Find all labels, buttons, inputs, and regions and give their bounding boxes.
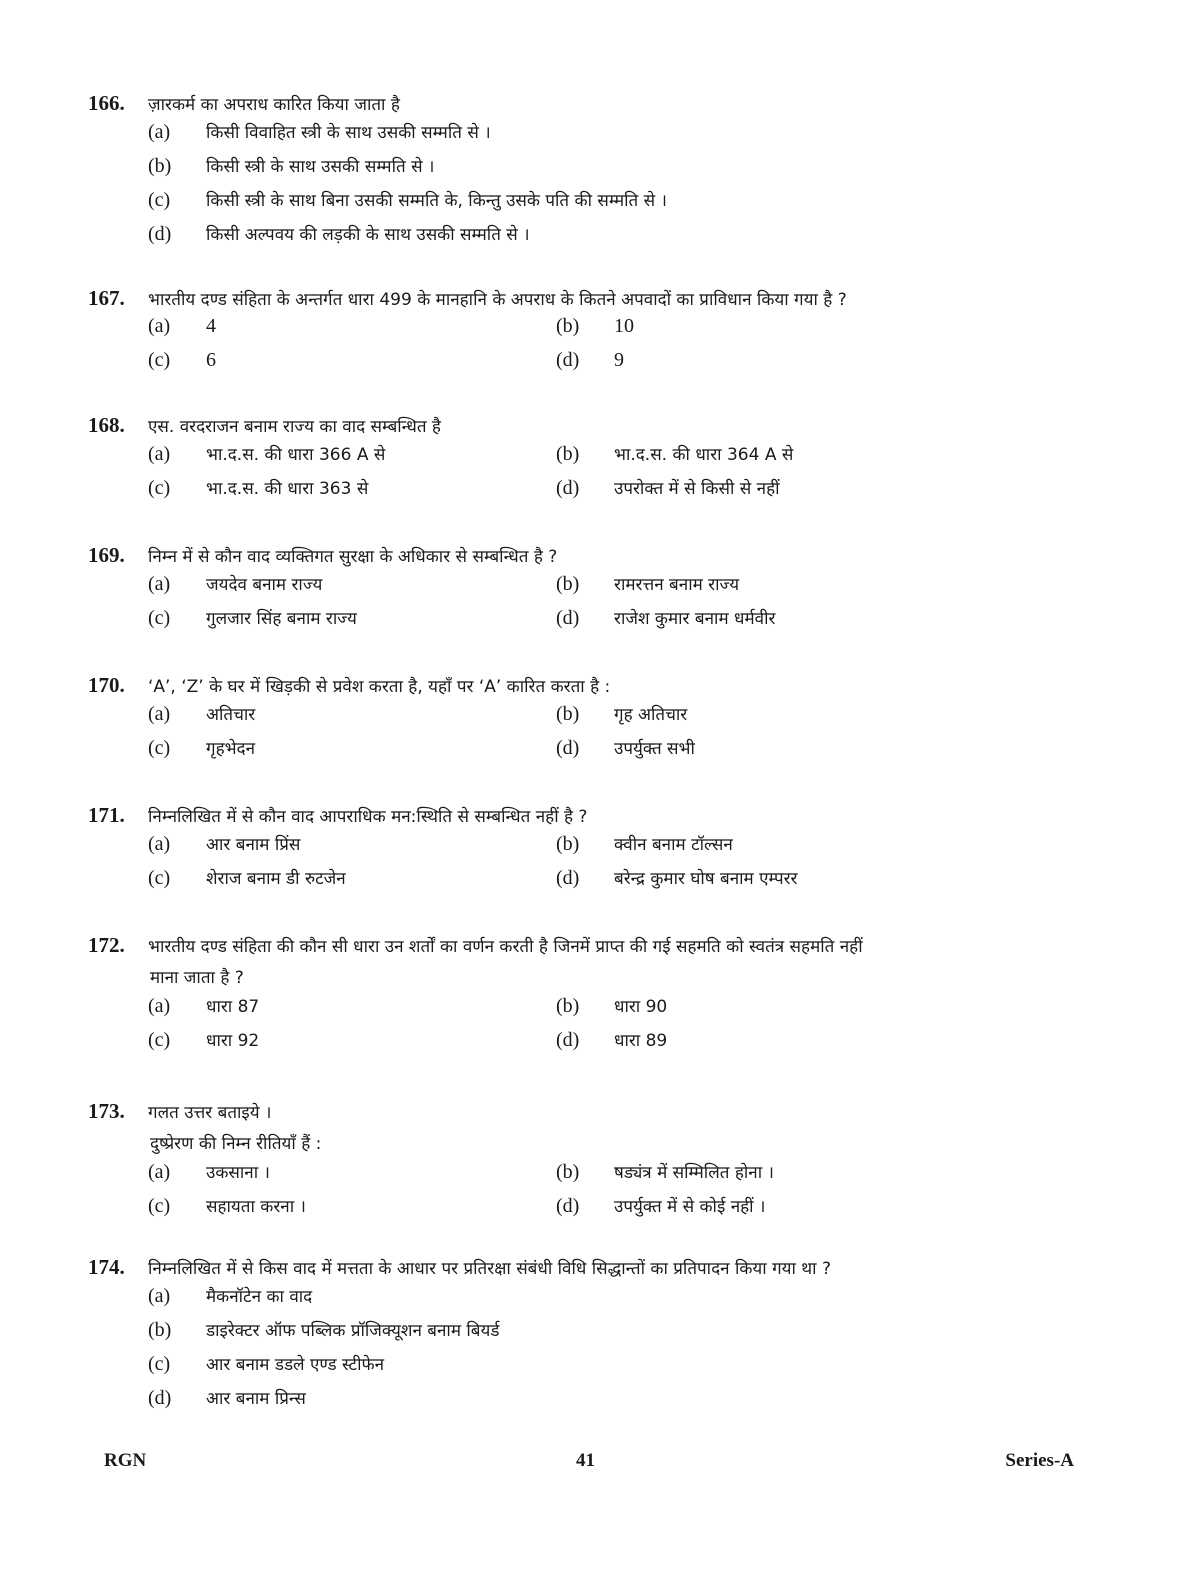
option-b: (b) रामरत्तन बनाम राज्य	[556, 573, 740, 595]
option-d: (d) किसी अल्पवय की लड़की के साथ उसकी सम्मति से ।	[148, 223, 530, 245]
question-168	[88, 410, 1088, 510]
option-c: (c) सहायता करना ।	[148, 1195, 306, 1217]
question-number: 170.	[88, 673, 125, 697]
option-a: (a) अतिचार	[148, 703, 256, 725]
options-grid	[88, 442, 1088, 510]
option-a: (a) 4	[148, 315, 216, 337]
question-number: 172.	[88, 933, 125, 957]
options-grid	[88, 315, 1088, 383]
option-b: (b) 10	[556, 315, 634, 337]
page-footer	[104, 1450, 1074, 1480]
option-c: (c) किसी स्त्री के साथ बिना उसकी सम्मति के, किन्तु उसके पति की सम्मति से ।	[148, 189, 667, 211]
question-170	[88, 670, 1088, 770]
option-c: (c) भा.द.स. की धारा 363 से	[148, 477, 369, 499]
question-167	[88, 283, 1088, 383]
series-label: Series-A	[1005, 1450, 1074, 1471]
question-text-continued: माना जाता है ?	[150, 968, 244, 988]
option-b: (b) भा.द.स. की धारा 364 A से	[556, 443, 794, 465]
option-d: (d) राजेश कुमार बनाम धर्मवीर	[556, 607, 776, 629]
option-b: (b) क्वीन बनाम टॉल्सन	[556, 833, 733, 855]
option-a: (a) धारा 87	[148, 995, 260, 1017]
question-text: गलत उत्तर बताइये ।	[148, 1103, 272, 1123]
option-d: (d) धारा 89	[556, 1029, 668, 1051]
options-grid	[88, 572, 1088, 640]
option-d: (d) 9	[556, 349, 624, 371]
question-text: ज़ारकर्म का अपराध कारित किया जाता है	[148, 95, 400, 115]
question-text: निम्नलिखित में से कौन वाद आपराधिक मन:स्थिति से सम्बन्धित नहीं है ?	[148, 807, 588, 827]
option-c: (c) 6	[148, 349, 216, 371]
footer-code: RGN	[104, 1450, 147, 1471]
options-grid	[88, 702, 1088, 770]
question-number: 166.	[88, 91, 125, 115]
option-b: (b) किसी स्त्री के साथ उसकी सम्मति से ।	[148, 155, 435, 177]
option-d: (d) उपर्युक्त में से कोई नहीं ।	[556, 1195, 766, 1217]
question-number: 174.	[88, 1255, 125, 1279]
option-c: (c) गुलजार सिंह बनाम राज्य	[148, 607, 357, 629]
question-169	[88, 540, 1088, 640]
question-text: भारतीय दण्ड संहिता की कौन सी धारा उन शर्तों का वर्णन करती है जिनमें प्राप्त की गई सहमति को स्वतंत्र सहमति नहीं	[148, 937, 863, 957]
option-b: (b) डाइरेक्टर ऑफ पब्लिक प्रॉजिक्यूशन बनाम बियर्ड	[148, 1319, 500, 1341]
option-b: (b) गृह अतिचार	[556, 703, 688, 725]
question-number: 168.	[88, 413, 125, 437]
option-a: (a) जयदेव बनाम राज्य	[148, 573, 323, 595]
option-b: (b) षड्यंत्र में सम्मिलित होना ।	[556, 1161, 774, 1183]
question-text-continued: दुष्प्रेरण की निम्न रीतियाँ हैं :	[150, 1134, 322, 1154]
question-173	[88, 1096, 1088, 1228]
question-166	[88, 88, 1088, 256]
question-number: 169.	[88, 543, 125, 567]
options-grid	[88, 1160, 1088, 1228]
option-b: (b) धारा 90	[556, 995, 668, 1017]
option-a: (a) मैकनॉटेन का वाद	[148, 1285, 313, 1307]
question-number: 171.	[88, 803, 125, 827]
question-text: ‘A’, ‘Z’ के घर में खिड़की से प्रवेश करता है, यहाँ पर ‘A’ कारित करता है :	[148, 677, 611, 697]
question-number: 167.	[88, 286, 125, 310]
option-c: (c) धारा 92	[148, 1029, 260, 1051]
option-a: (a) भा.द.स. की धारा 366 A से	[148, 443, 386, 465]
question-text: भारतीय दण्ड संहिता के अन्तर्गत धारा 499 के मानहानि के अपराध के कितने अपवादों का प्राविधान किया गया है ?	[148, 290, 847, 310]
options-list	[88, 1284, 1088, 1420]
option-c: (c) आर बनाम डडले एण्ड स्टीफेन	[148, 1353, 385, 1375]
options-grid	[88, 994, 1088, 1062]
question-number: 173.	[88, 1099, 125, 1123]
question-172	[88, 930, 1088, 1062]
question-171	[88, 800, 1088, 900]
options-grid	[88, 832, 1088, 900]
option-c: (c) शेराज बनाम डी रुटजेन	[148, 867, 346, 889]
option-a: (a) किसी विवाहित स्त्री के साथ उसकी सम्मति से ।	[148, 121, 491, 143]
options-list	[88, 120, 1088, 256]
page-number: 41	[576, 1450, 595, 1471]
option-a: (a) आर बनाम प्रिंस	[148, 833, 301, 855]
option-c: (c) गृहभेदन	[148, 737, 256, 759]
option-a: (a) उकसाना ।	[148, 1161, 270, 1183]
question-text: एस. वरदराजन बनाम राज्य का वाद सम्बन्धित है	[148, 417, 441, 437]
question-text: निम्नलिखित में से किस वाद में मत्तता के आधार पर प्रतिरक्षा संबंधी विधि सिद्धान्तों का प्रतिपादन किया गया था ?	[148, 1259, 831, 1279]
option-d: (d) उपर्युक्त सभी	[556, 737, 695, 759]
option-d: (d) आर बनाम प्रिन्स	[148, 1387, 306, 1409]
question-174	[88, 1252, 1088, 1420]
question-text: निम्न में से कौन वाद व्यक्तिगत सुरक्षा के अधिकार से सम्बन्धित है ?	[148, 547, 558, 567]
option-d: (d) उपरोक्त में से किसी से नहीं	[556, 477, 780, 499]
option-d: (d) बरेन्द्र कुमार घोष बनाम एम्परर	[556, 867, 798, 889]
